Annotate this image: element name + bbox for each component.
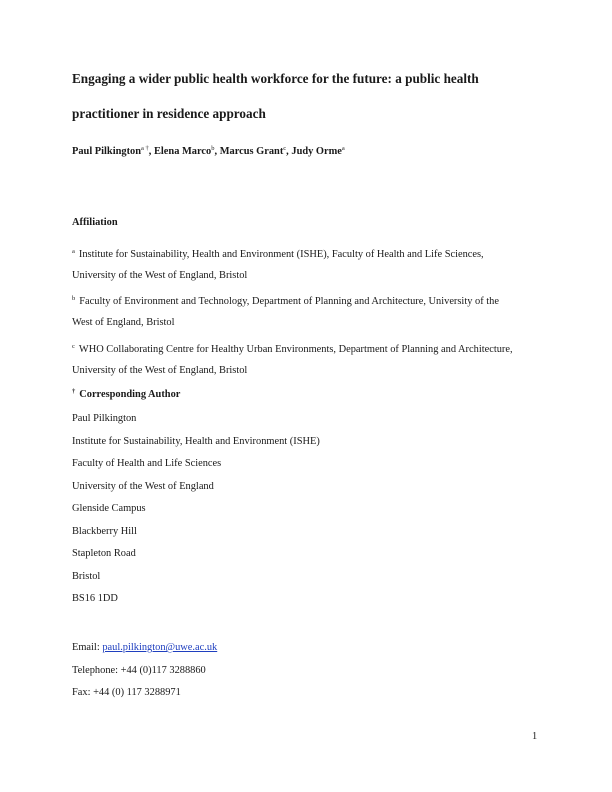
- address-line: Institute for Sustainability, Health and Environment (ISHE): [72, 435, 320, 447]
- fax-line: Fax: +44 (0) 117 3288971: [72, 687, 181, 698]
- affiliation-entry: [72, 339, 542, 381]
- address-line: Faculty of Health and Life Sciences: [72, 458, 222, 469]
- author-affiliation-mark: a †: [141, 145, 149, 152]
- address-line: Glenside Campus: [72, 503, 146, 514]
- author-affiliation-mark: a: [341, 145, 345, 152]
- author-name: Marcus Grant: [219, 146, 284, 157]
- affiliation-mark: a: [72, 248, 75, 255]
- affiliation-text: WHO Collaborating Centre for Healthy Urban Environments, Department of Planning and Architecture,: [78, 344, 513, 355]
- email-label: Email:: [72, 642, 100, 653]
- affiliation-text: University of the West of England, Bristol: [72, 365, 248, 376]
- author-name: Paul Pilkington: [72, 146, 142, 157]
- address-line: University of the West of England: [72, 480, 214, 492]
- email-line: [72, 637, 217, 660]
- affiliation-text: University of the West of England, Bristol: [72, 270, 248, 281]
- contact-details: [72, 637, 217, 705]
- affiliation-text: West of England, Bristol: [72, 317, 175, 328]
- corresponding-mark: †: [72, 388, 76, 395]
- author-name: Elena Marco: [153, 146, 212, 157]
- author-list: Paul Pilkington$^{a \dagger}$, Elena Marco$^b$, Marcus Grant$^c$, Judy Orme$^a$: [72, 145, 345, 157]
- address-line: Blackberry Hill: [72, 525, 137, 537]
- telephone-line: Telephone: +44 (0)117 3288860: [72, 664, 206, 676]
- author-name: Judy Orme: [291, 146, 342, 157]
- address-line: Bristol: [72, 570, 101, 582]
- address-line: Paul Pilkington: [72, 413, 137, 424]
- corresponding-address: [72, 408, 320, 611]
- affiliation-heading: Affiliation: [72, 217, 118, 228]
- affiliation-mark: c: [72, 343, 75, 350]
- affiliation-mark: b: [72, 295, 76, 302]
- affiliation-text: Institute for Sustainability, Health and Environment (ISHE), Faculty of Health and Life Sciences,: [78, 249, 484, 260]
- author-affiliation-mark: c: [283, 145, 287, 152]
- address-line: Stapleton Road: [72, 548, 136, 559]
- paper-title-line-1: Engaging a wider public health workforce for the future: a public health: [72, 71, 479, 86]
- page-number: 1: [532, 731, 538, 742]
- affiliation-entry: [72, 291, 542, 333]
- corresponding-author-heading: † Corresponding Author: [72, 388, 181, 400]
- author-affiliation-mark: b: [211, 145, 215, 152]
- email-link[interactable]: paul.pilkington@uwe.ac.uk: [102, 642, 218, 653]
- paper-title-line-2: practitioner in residence approach: [72, 106, 266, 121]
- affiliation-entry: [72, 244, 542, 286]
- address-line: BS16 1DD: [72, 593, 118, 604]
- affiliation-text: Faculty of Environment and Technology, Department of Planning and Architecture, University of the: [79, 296, 499, 307]
